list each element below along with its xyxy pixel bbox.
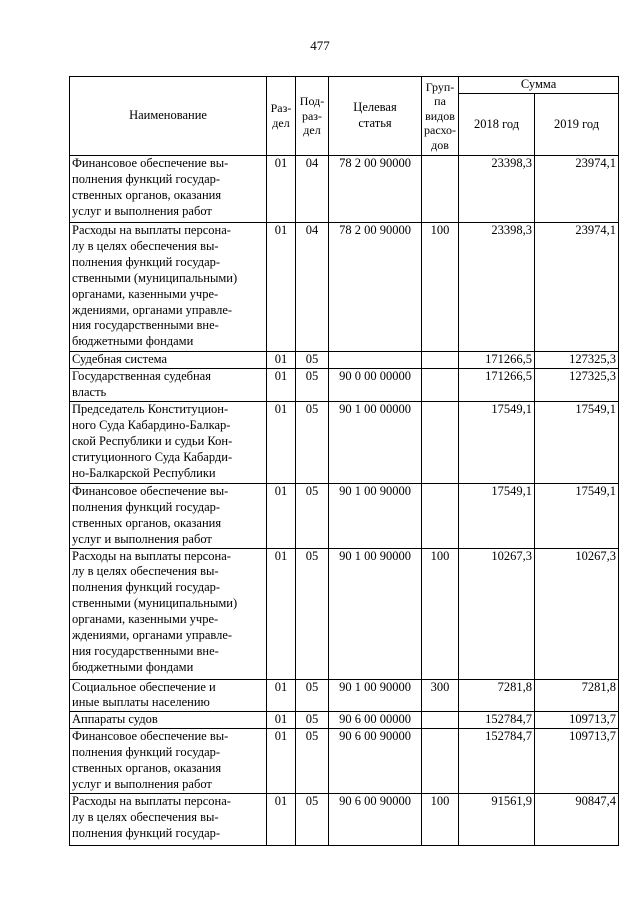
row-section: 01: [267, 156, 296, 223]
header-year-2018: 2018 год: [459, 94, 535, 156]
row-name-line: лу в целях обеспечения вы-: [72, 238, 219, 253]
table-row: [70, 352, 619, 369]
table-row: [70, 368, 619, 401]
row-sum-2018: 171266,5: [459, 368, 535, 401]
row-subsection: 05: [296, 401, 329, 483]
header-subsection: Под- раз- дел: [296, 77, 329, 156]
row-sum-2018: 23398,3: [459, 156, 535, 223]
table-row: [70, 712, 619, 729]
row-name: [70, 368, 267, 401]
row-group: [422, 156, 459, 223]
row-sum-2019: 90847,4: [535, 793, 619, 845]
row-subsection: 05: [296, 352, 329, 369]
row-group: [422, 352, 459, 369]
row-sum-2018: 7281,8: [459, 679, 535, 712]
row-name-line: полнения функций государ-: [72, 825, 221, 840]
row-group: 100: [422, 223, 459, 352]
row-group: [422, 483, 459, 548]
row-group: [422, 368, 459, 401]
row-name-line: лу в целях обеспечения вы-: [72, 809, 219, 824]
table-row: [70, 223, 619, 352]
row-section: 01: [267, 352, 296, 369]
row-name-line: Аппараты судов: [72, 712, 158, 727]
row-sum-2019: 109713,7: [535, 712, 619, 729]
row-name-line: ния государственными вне-: [72, 643, 219, 658]
row-sum-2018: 17549,1: [459, 483, 535, 548]
table-row: [70, 548, 619, 679]
row-sum-2018: 17549,1: [459, 401, 535, 483]
row-name-line: иные выплаты населению: [72, 695, 210, 710]
row-sum-2019: 10267,3: [535, 548, 619, 679]
row-name-line: власть: [72, 384, 107, 399]
row-name-line: ственными (муниципальными): [72, 596, 238, 611]
row-target: 90 6 00 00000: [329, 712, 422, 729]
row-group: 300: [422, 679, 459, 712]
row-group: 100: [422, 548, 459, 679]
row-group: 100: [422, 793, 459, 845]
row-sum-2019: 17549,1: [535, 401, 619, 483]
row-sum-2019: 127325,3: [535, 368, 619, 401]
row-name-line: ственных органов, оказания: [72, 515, 222, 530]
row-sum-2018: 171266,5: [459, 352, 535, 369]
row-subsection: 04: [296, 156, 329, 223]
row-name: [70, 223, 267, 352]
row-name-line: услуг и выполнения работ: [72, 776, 212, 791]
row-target: 90 0 00 00000: [329, 368, 422, 401]
row-name: [70, 352, 267, 369]
row-name-line: Расходы на выплаты персона-: [72, 223, 231, 237]
row-section: 01: [267, 223, 296, 352]
row-target: 90 6 00 90000: [329, 729, 422, 794]
row-name-line: полнения функций государ-: [72, 745, 221, 760]
row-section: 01: [267, 368, 296, 401]
row-target: 78 2 00 90000: [329, 156, 422, 223]
row-target: 90 1 00 00000: [329, 401, 422, 483]
budget-table-body: [70, 156, 619, 846]
row-target: [329, 352, 422, 369]
row-target: 90 1 00 90000: [329, 548, 422, 679]
row-sum-2019: 23974,1: [535, 156, 619, 223]
row-sum-2019: 23974,1: [535, 223, 619, 352]
budget-table: [69, 76, 619, 846]
row-name-line: услуг и выполнения работ: [72, 203, 212, 218]
row-section: 01: [267, 483, 296, 548]
row-name-line: полнения функций государ-: [72, 171, 221, 186]
row-sum-2018: 91561,9: [459, 793, 535, 845]
row-name-line: органами, казенными учре-: [72, 286, 219, 301]
row-name: [70, 712, 267, 729]
row-name-line: ственных органов, оказания: [72, 187, 222, 202]
row-name-line: Социальное обеспечение и: [72, 679, 216, 694]
row-section: 01: [267, 679, 296, 712]
row-name-line: ственных органов, оказания: [72, 761, 222, 776]
row-subsection: 05: [296, 712, 329, 729]
row-name-line: лу в целях обеспечения вы-: [72, 564, 219, 579]
row-name-line: Государственная судебная: [72, 368, 211, 383]
row-name-line: бюджетными фондами: [72, 659, 194, 674]
row-name: [70, 548, 267, 679]
row-name-line: органами, казенными учре-: [72, 612, 219, 627]
header-name: Наименование: [70, 77, 267, 156]
row-sum-2019: 127325,3: [535, 352, 619, 369]
row-name-line: Расходы на выплаты персона-: [72, 793, 231, 808]
row-name-line: ской Республики и судьи Кон-: [72, 433, 233, 448]
table-row: [70, 793, 619, 845]
row-subsection: 05: [296, 793, 329, 845]
row-name-line: ного Суда Кабардино-Балкар-: [72, 417, 231, 432]
row-name-line: Финансовое обеспечение вы-: [72, 483, 229, 498]
row-name: [70, 793, 267, 845]
row-target: 78 2 00 90000: [329, 223, 422, 352]
row-subsection: 05: [296, 679, 329, 712]
row-subsection: 05: [296, 548, 329, 679]
row-name-line: ственными (муниципальными): [72, 270, 238, 285]
row-subsection: 05: [296, 368, 329, 401]
table-row: [70, 156, 619, 223]
row-name-line: ституционного Суда Кабарди-: [72, 449, 233, 464]
row-name-line: ния государственными вне-: [72, 318, 219, 333]
row-name-line: Судебная система: [72, 352, 168, 366]
row-group: [422, 401, 459, 483]
row-subsection: 05: [296, 483, 329, 548]
row-name: [70, 156, 267, 223]
row-subsection: 05: [296, 729, 329, 794]
row-target: 90 1 00 90000: [329, 483, 422, 548]
row-name-line: полнения функций государ-: [72, 499, 221, 514]
row-target: 90 6 00 90000: [329, 793, 422, 845]
row-section: 01: [267, 729, 296, 794]
row-section: 01: [267, 712, 296, 729]
table-row: [70, 729, 619, 794]
row-name: [70, 729, 267, 794]
header-target: Целевая статья: [329, 77, 422, 156]
row-name-line: Финансовое обеспечение вы-: [72, 156, 229, 170]
row-name-line: Председатель Конституцион-: [72, 401, 229, 416]
table-row: [70, 483, 619, 548]
header-year-2019: 2019 год: [535, 94, 619, 156]
row-name-line: бюджетными фондами: [72, 334, 194, 349]
row-section: 01: [267, 548, 296, 679]
row-name-line: услуг и выполнения работ: [72, 531, 212, 546]
row-sum-2018: 10267,3: [459, 548, 535, 679]
row-name-line: ждениями, органами управле-: [72, 302, 233, 317]
row-sum-2018: 152784,7: [459, 712, 535, 729]
table-row: [70, 679, 619, 712]
row-name-line: Финансовое обеспечение вы-: [72, 729, 229, 744]
row-subsection: 04: [296, 223, 329, 352]
header-section: Раз- дел: [267, 77, 296, 156]
row-sum-2019: 17549,1: [535, 483, 619, 548]
row-sum-2018: 152784,7: [459, 729, 535, 794]
row-name-line: полнения функций государ-: [72, 580, 221, 595]
row-group: [422, 729, 459, 794]
row-section: 01: [267, 793, 296, 845]
row-group: [422, 712, 459, 729]
row-target: 90 1 00 90000: [329, 679, 422, 712]
row-name-line: полнения функций государ-: [72, 254, 221, 269]
row-name-line: но-Балкарской Республики: [72, 465, 216, 480]
row-sum-2019: 109713,7: [535, 729, 619, 794]
row-name-line: Расходы на выплаты персона-: [72, 548, 231, 563]
table-row: [70, 401, 619, 483]
row-sum-2019: 7281,8: [535, 679, 619, 712]
header-group: Груп- па видов расхо- дов: [422, 77, 459, 156]
row-name: [70, 483, 267, 548]
row-section: 01: [267, 401, 296, 483]
row-name: [70, 401, 267, 483]
row-sum-2018: 23398,3: [459, 223, 535, 352]
row-name: [70, 679, 267, 712]
page-number: 477: [310, 38, 330, 53]
row-name-line: ждениями, органами управле-: [72, 628, 233, 643]
header-sum: Сумма: [459, 77, 619, 94]
